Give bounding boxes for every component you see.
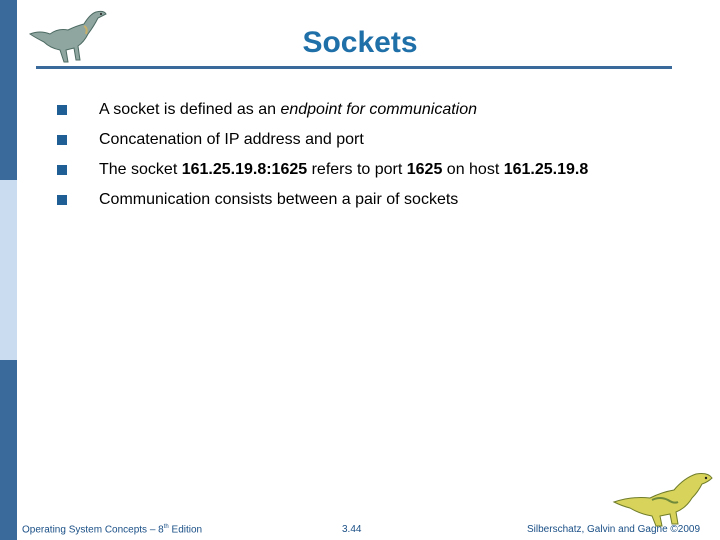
bullet-square-icon bbox=[57, 195, 67, 205]
footer-authors: Silberschatz, Galvin and Gagne ©2009 bbox=[527, 524, 701, 535]
bullet-square-icon bbox=[57, 165, 67, 175]
bullet-square-icon bbox=[57, 105, 67, 115]
bullet-list bbox=[57, 100, 657, 220]
bullet-text-run: on host bbox=[442, 161, 504, 178]
bullet-text-run: 161.25.19.8:1625 bbox=[181, 161, 308, 178]
bullet-text-run: refers to port bbox=[307, 161, 407, 178]
bullet-text-run: Communication consists between a pair of sockets bbox=[99, 191, 459, 208]
footer-page-number: 3.44 bbox=[342, 524, 362, 535]
bullet-item bbox=[57, 100, 657, 120]
bullet-text-run: endpoint for communication bbox=[280, 101, 478, 118]
footer-book-title: Operating System Concepts – 8th Edition bbox=[22, 524, 203, 536]
bullet-text-run: The socket bbox=[99, 161, 182, 178]
bullet-item bbox=[57, 130, 657, 150]
bullet-text-run: Concatenation of IP address and port bbox=[99, 131, 364, 148]
sidebar-band-bottom bbox=[0, 360, 17, 540]
bullet-square-icon bbox=[57, 135, 67, 145]
bullet-text-run: 1625 bbox=[406, 161, 443, 178]
slide-title: Sockets bbox=[302, 26, 418, 59]
bullet-item bbox=[57, 160, 657, 180]
sidebar-decoration bbox=[0, 0, 17, 540]
sidebar-band-middle bbox=[0, 180, 17, 360]
bullet-text-run: 161.25.19.8 bbox=[503, 161, 589, 178]
bullet-item bbox=[57, 190, 657, 210]
title-underline bbox=[36, 66, 672, 69]
dinosaur-icon bbox=[612, 462, 716, 528]
bullet-text-run: A socket is defined as an bbox=[99, 101, 281, 118]
